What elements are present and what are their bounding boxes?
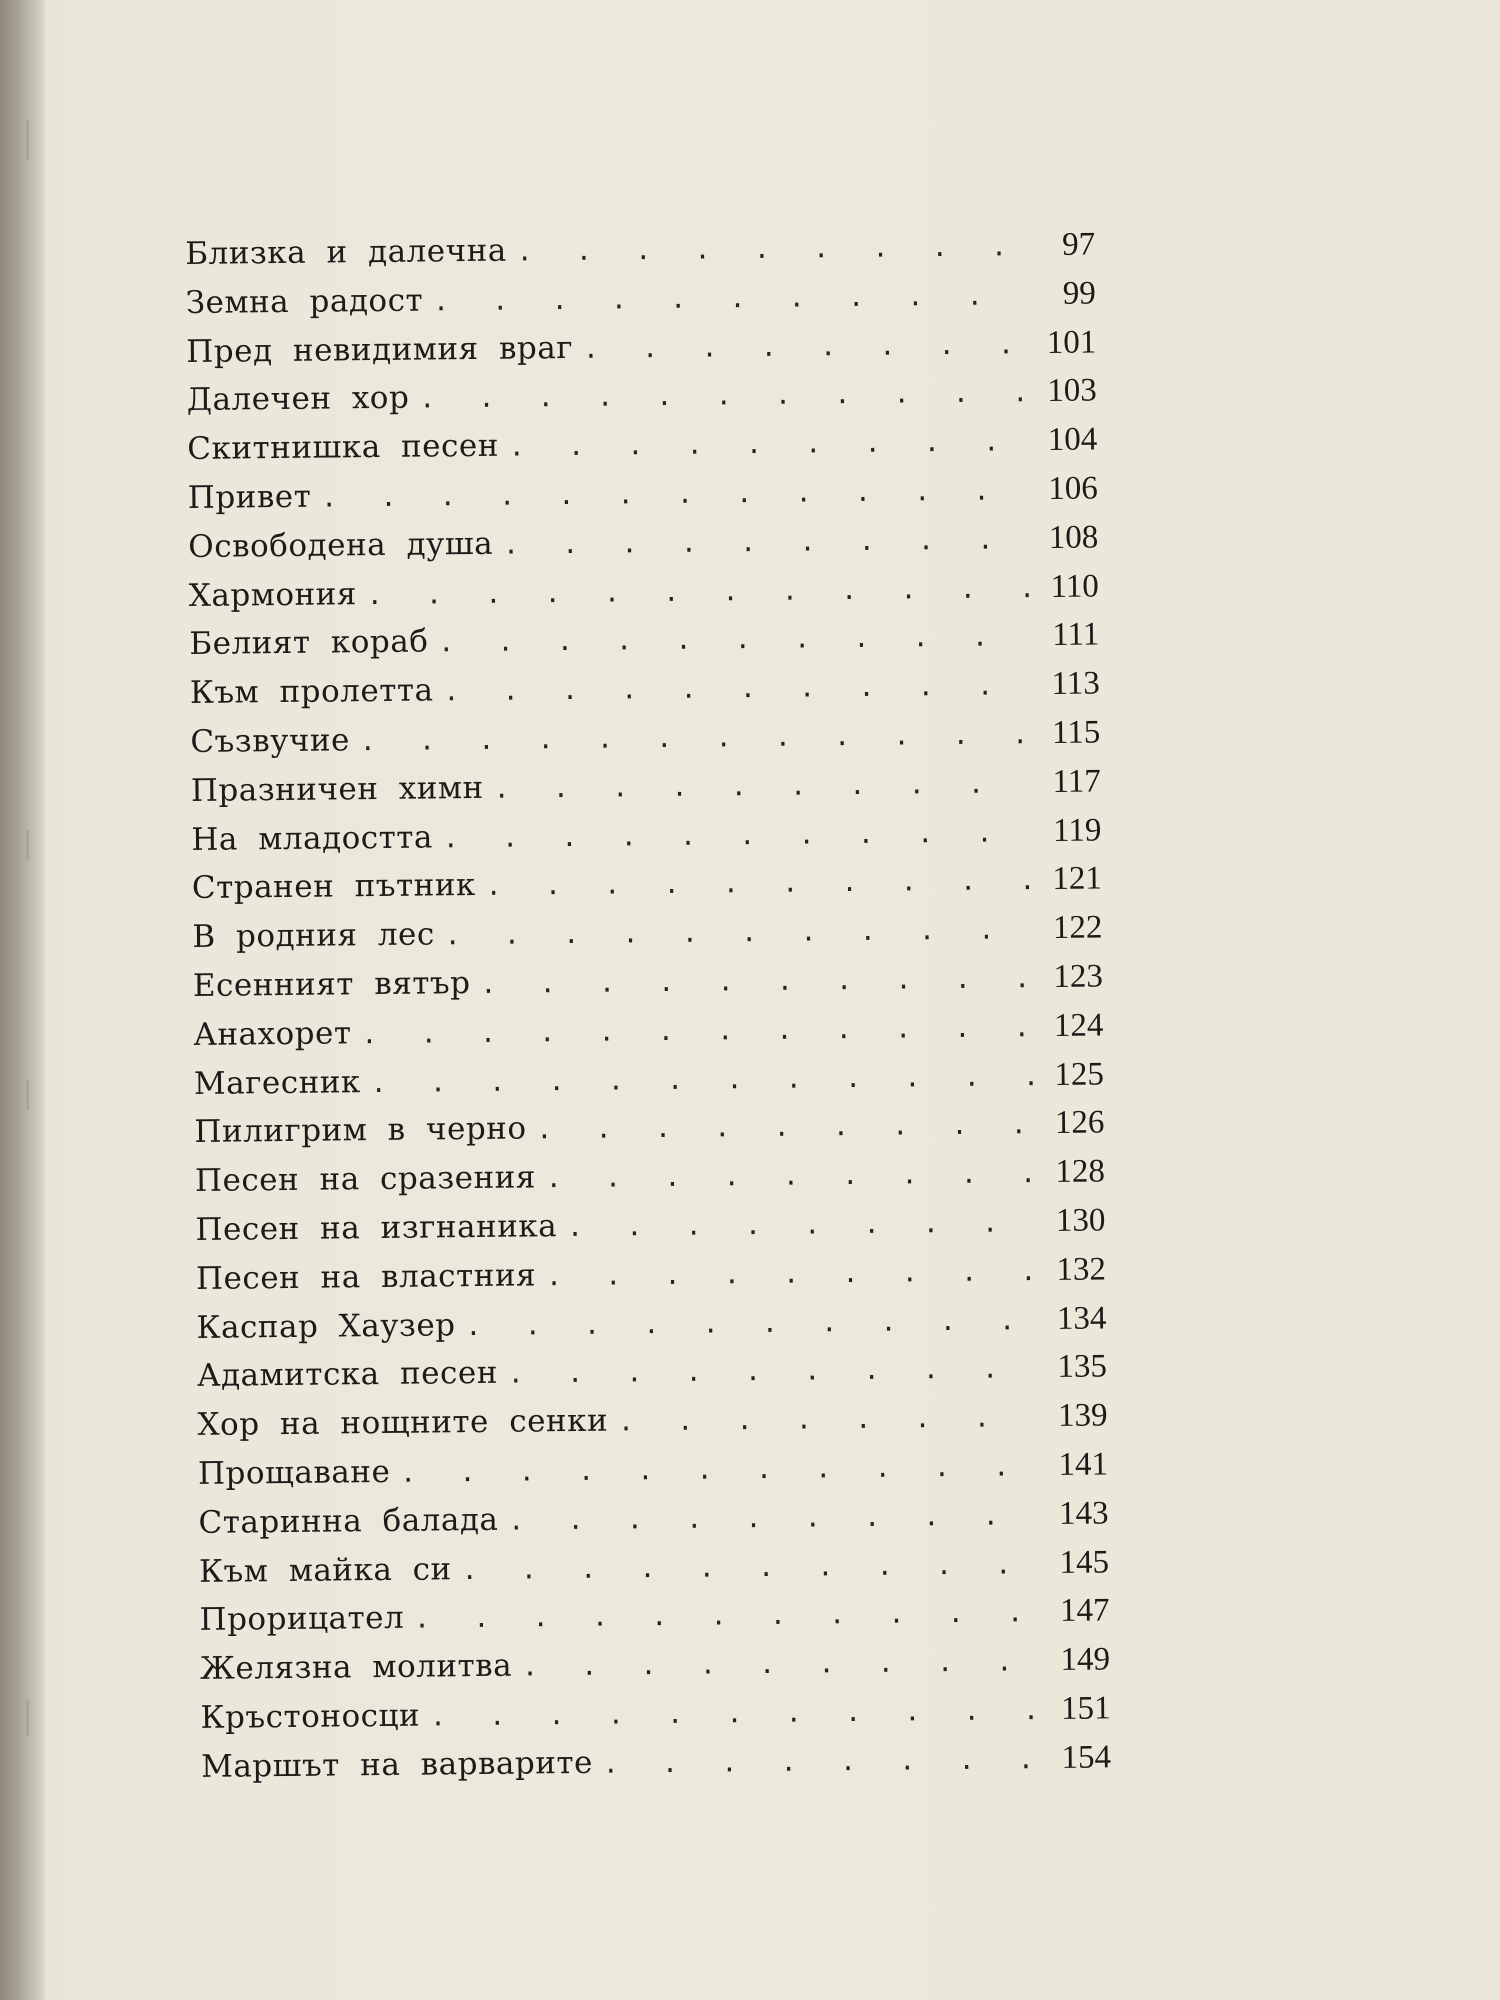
dot-leader	[445, 906, 1033, 961]
dot-leader	[503, 516, 1029, 570]
toc-entry-title: Прорицател	[199, 1600, 405, 1639]
toc-entry-page: 103	[1047, 372, 1097, 410]
dot-leader	[546, 1248, 1036, 1302]
toc-entry-title: Старинна балада	[198, 1501, 499, 1541]
dot-leader	[480, 955, 1033, 1010]
toc-entry-page: 115	[1051, 714, 1101, 751]
dot-leader	[443, 662, 1030, 717]
toc-entry-page: 143	[1058, 1495, 1109, 1532]
toc-entry-title: Празничен химн	[190, 769, 484, 809]
toc-entry-page: 110	[1050, 568, 1099, 605]
toc-entry-title: Хор на нощните сенки	[197, 1402, 609, 1444]
toc-entry-page: 108	[1048, 519, 1099, 556]
toc-entry-page: 123	[1053, 958, 1104, 995]
toc-entry-title: Близка и далечна	[185, 232, 507, 272]
dot-leader	[508, 1492, 1039, 1546]
toc-entry-title: Песен на властния	[195, 1257, 537, 1297]
toc-entry	[201, 1733, 1111, 1791]
dot-leader	[603, 1736, 1042, 1789]
toc-entry-page: 126	[1054, 1104, 1105, 1142]
toc-entry-title: Привет	[187, 478, 312, 516]
toc-entry-title: Есенният вятър	[192, 965, 471, 1004]
toc-entry-title: Белият кораб	[189, 623, 429, 663]
toc-entry-title: Пред невидимия враг	[186, 329, 574, 370]
toc-entry-page: 141	[1058, 1446, 1109, 1483]
dot-leader	[583, 321, 1027, 374]
binding-stitch	[26, 830, 29, 860]
binding-stitch	[26, 1080, 29, 1110]
toc-entry-title: Съзвучие	[190, 722, 351, 760]
toc-entry-page: 99	[1062, 275, 1096, 312]
dot-leader	[546, 1150, 1036, 1204]
toc-entry-page: 154	[1061, 1739, 1112, 1776]
toc-entry-title: Анахорет	[193, 1015, 352, 1053]
toc-entry-title: Песен на изгнаника	[195, 1208, 558, 1248]
dot-leader	[461, 1541, 1039, 1596]
dot-leader	[536, 1101, 1034, 1155]
dot-leader	[509, 418, 1028, 472]
toc-entry-title: Скитнишка песен	[187, 427, 500, 468]
toc-entry-title: Кръстоносци	[200, 1697, 421, 1736]
dot-leader	[522, 1638, 1040, 1692]
toc-entry-title: Каспар Хаузер	[196, 1306, 456, 1346]
toc-entry-page: 101	[1046, 324, 1097, 361]
toc-entry-page: 124	[1053, 1007, 1104, 1044]
toc-entry-title: Далечен хор	[186, 380, 410, 419]
dot-leader	[618, 1394, 1038, 1447]
toc-entry-page: 135	[1057, 1348, 1108, 1386]
toc-entry-page: 97	[1062, 226, 1096, 263]
toc-entry-page: 151	[1060, 1690, 1111, 1727]
toc-entry-title: На младостта	[191, 819, 434, 858]
toc-entry-title: Странен пътник	[191, 867, 477, 907]
book-gutter	[0, 0, 45, 2000]
toc-entry-page: 132	[1056, 1251, 1107, 1288]
toc-entry-page: 130	[1055, 1202, 1106, 1239]
toc-entry-page: 119	[1052, 812, 1102, 849]
toc-entry-title: Към майка си	[198, 1550, 452, 1590]
toc-entry-page: 106	[1048, 470, 1098, 507]
toc-entry-page: 147	[1059, 1592, 1110, 1630]
toc-entry-page: 149	[1060, 1641, 1111, 1679]
toc-entry-title: Освободена душа	[188, 525, 494, 565]
toc-entry-title: Магесник	[193, 1063, 361, 1102]
dot-leader	[508, 1345, 1038, 1399]
dot-leader	[567, 1199, 1036, 1253]
toc-entry-page: 145	[1059, 1543, 1110, 1581]
toc-entry-page: 122	[1052, 909, 1103, 947]
toc-entry-page: 113	[1051, 665, 1100, 703]
table-of-contents	[185, 220, 1111, 1791]
toc-entry-page: 128	[1055, 1153, 1106, 1191]
dot-leader	[486, 858, 1033, 913]
toc-entry-title: Песен на сразения	[194, 1159, 537, 1200]
dot-leader	[465, 1297, 1036, 1352]
toc-entry-page: 139	[1057, 1397, 1108, 1435]
binding-stitch	[26, 120, 29, 160]
toc-entry-title: Адамитска песен	[196, 1355, 499, 1395]
dot-leader	[517, 223, 1026, 277]
toc-entry-title: Земна радост	[185, 282, 424, 321]
toc-entry-title: Желязна молитва	[199, 1647, 513, 1688]
toc-entry-page: 117	[1052, 763, 1102, 800]
dot-leader	[443, 809, 1032, 864]
toc-entry-title: Маршът на варварите	[200, 1744, 594, 1785]
toc-entry-title: Прощаване	[197, 1453, 391, 1492]
dot-leader	[494, 760, 1032, 814]
toc-entry-page: 111	[1052, 616, 1100, 654]
toc-entry-title: Хармония	[188, 575, 358, 614]
toc-entry-title: В родния лес	[192, 916, 435, 956]
toc-entry-page: 121	[1052, 860, 1103, 898]
toc-entry-title: Към пролетта	[189, 672, 434, 712]
binding-stitch	[26, 1700, 29, 1736]
toc-entry-page: 125	[1054, 1055, 1105, 1093]
toc-entry-title: Пилигрим в черно	[194, 1110, 527, 1151]
toc-entry-page: 134	[1056, 1299, 1107, 1337]
toc-entry-page: 104	[1047, 421, 1098, 459]
